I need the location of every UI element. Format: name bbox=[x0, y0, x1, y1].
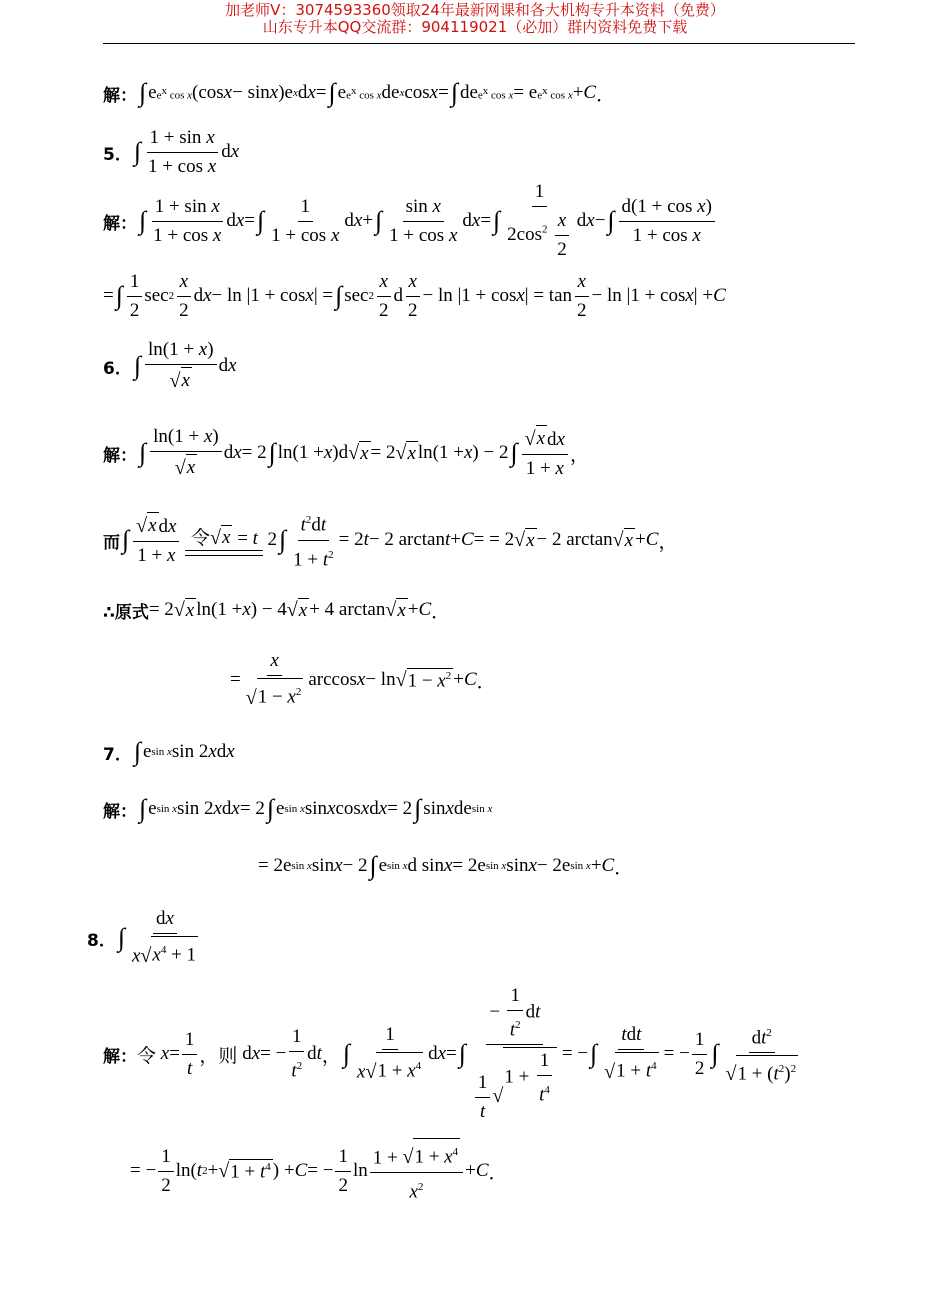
solution-label: 解： bbox=[103, 445, 137, 466]
solution-5-line-1: 解： ∫ 1 + sin x 1 + cos x d x = ∫ 1 1 + cos x d x + ∫ sin x 1 + cos x d x = ∫ 1 $2\cos^2$ $\frac{x}{2}$ d x − ∫ d(1 + cos x) 1 + cos x bbox=[103, 180, 717, 262]
solution-5-line-2: = ∫ 1 2 sec 2 x 2 d x − ln |1 + cos x | = ∫ sec 2 x 2 d x 2 − ln |1 + cos x | = tan x 2 − ln |1 + cos x | + C bbox=[103, 270, 726, 321]
solution-4-line: 解： ∫ e $e^x$ cos x (cos x − sin x )e x d x = ∫ e $e^x$ cos x de x cos x = ∫ de $e^x$ cos x = e $e^x$ cos x + C ． bbox=[103, 78, 616, 107]
solution-6-line-3: ∴原式 = 2 √ x ln(1 + x ) − 4 √ x + 4 arctan √ x + C ． bbox=[103, 595, 450, 625]
period: ． bbox=[614, 857, 634, 879]
solution-label: 解： bbox=[103, 1046, 137, 1067]
problem-5: 5． ∫ 1 + sin x 1 + cos x d x bbox=[103, 126, 240, 177]
er-label: 而 bbox=[103, 532, 120, 553]
problem-number: 8． bbox=[87, 930, 116, 951]
problem-number: 6． bbox=[103, 358, 132, 379]
period: ． bbox=[488, 1162, 508, 1184]
solution-6-line-2: 而 ∫ √ x dx 1 + x 令 √ x = t 2 ∫ $t^2dt$ $1 + t^2$ = 2 t − 2 arctan t + C = = 2 √ x − 2 arctan √ x + C ， bbox=[103, 512, 678, 568]
period: ． bbox=[476, 671, 496, 693]
yuanshi-label: ∴原式 bbox=[103, 602, 149, 623]
problem-6: 6． ∫ ln(1 + x) √ x d x bbox=[103, 339, 237, 392]
comma: ， bbox=[569, 444, 589, 466]
solution-8-line-1: 解： 令 x = 1 t ，则 d x = − 1 $t^2$ d t ， ∫ 1 x √ $1 + x^4$ d x = ∫ − $\frac{1}{t^2}$ dt $\frac{1}{t}$ √ 1 + $\frac{1}{t^4}$ = − ∫ tdt √ $1 + t^4$ = − 1 2 ∫ $dt^2$ √ $1 + (t^2)^2$ bbox=[103, 985, 797, 1122]
problem-number: 7． bbox=[103, 744, 132, 765]
stray-line: = x √ $1 - x^2$ arccos x − ln √ $1 - x^2$ + C ． bbox=[230, 650, 496, 709]
ling-label: 令 bbox=[137, 1045, 157, 1067]
ze-label: ，则 bbox=[199, 1045, 238, 1067]
solution-7-line-1: 解： ∫ e sin x sin 2 x d x = 2 ∫ e sin x sin x cos x d x = 2 ∫ sin x de sin x bbox=[103, 794, 493, 823]
ling-label: 令 bbox=[191, 527, 211, 549]
header-line-2: 山东专升本QQ交流群：904119021（必加）群内资料免费下载 bbox=[262, 18, 688, 36]
comma: ， bbox=[658, 531, 678, 553]
problem-number: 5． bbox=[103, 144, 132, 165]
period: ． bbox=[431, 601, 451, 623]
solution-label: 解： bbox=[103, 801, 137, 822]
solution-label: 解： bbox=[103, 85, 137, 106]
period: ． bbox=[596, 84, 616, 106]
comma: ， bbox=[321, 1045, 341, 1067]
problem-7: 7． ∫ e sin x sin 2 x d x bbox=[103, 737, 235, 766]
solution-8-line-2: = − 1 2 ln( t 2 + √ $1 + t^4$ ) + C = − 1 2 ln 1 + √ $1 + x^4$ $x^2$ + C ． bbox=[130, 1140, 508, 1202]
solution-label: 解： bbox=[103, 213, 137, 234]
solution-6-line-1: 解： ∫ ln(1 + x) √ x d x = 2 ∫ ln(1 + x )d √ x = 2 √ x ln(1 + x ) − 2 ∫ √ x dx 1 + x ， bbox=[103, 426, 589, 479]
header-divider bbox=[103, 43, 855, 44]
solution-7-line-2: = 2e sin x sin x − 2 ∫ e sin x d sin x = 2e sin x sin x − 2e sin x + C ． bbox=[258, 851, 634, 880]
header-line-1: 加老师V：3074593360领取24年最新网课和各大机构专升本资料（免费） bbox=[225, 1, 725, 19]
problem-8: 8． ∫ dx x √ $x^4 + 1$ bbox=[87, 908, 197, 967]
